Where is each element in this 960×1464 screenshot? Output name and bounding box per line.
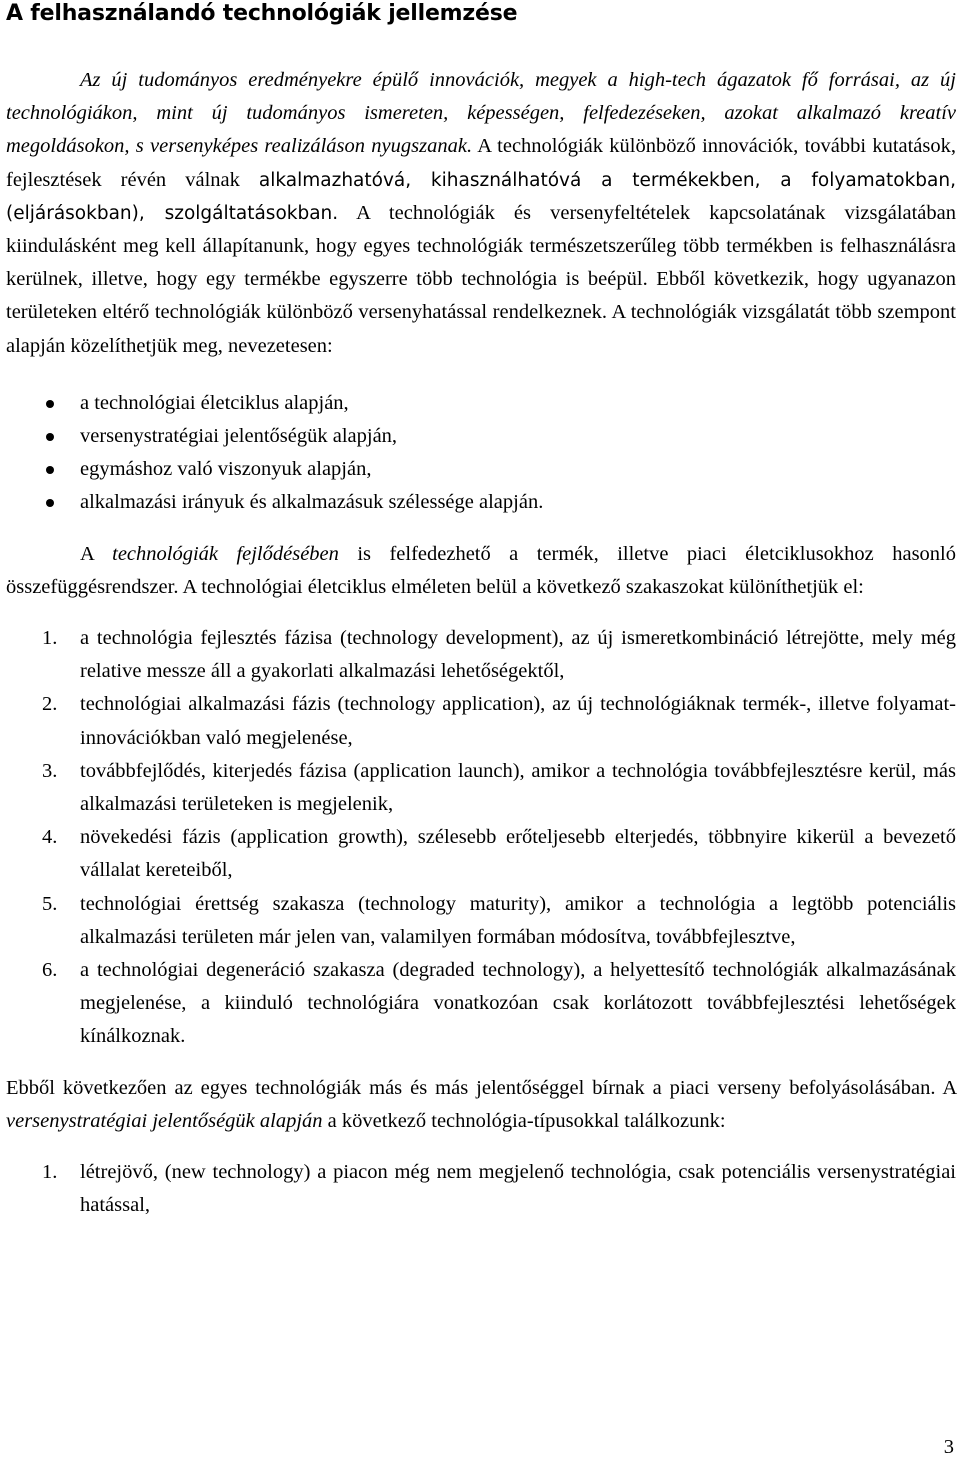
- intro-sans-text: alkalmazhatóvá, kihasználhatóvá a termékekben, a folyamatokban, (eljárásokban), szolgáltatásokban.: [6, 169, 956, 224]
- intro-italic-text: Az új tudományos eredményekre épülő innovációk, megyek a high-tech ágazatok fő forrásai, az új technológiákon, mint új tudományos ismereten, képességen, felfedezéseken, azokat alkalmazó kreatív megoldásokon, s versenyképes realizáláson nyugszanak.: [6, 69, 956, 158]
- document-page: [6, 0, 956, 1223]
- intro-paragraph: [6, 64, 956, 363]
- bullet-icon: [46, 466, 54, 474]
- bullet-item: [6, 387, 956, 420]
- type-number: 1.: [42, 1161, 58, 1184]
- phase-number: 4.: [42, 826, 58, 849]
- criteria-bullet-list: [6, 387, 956, 520]
- phase-text: technológiai alkalmazási fázis (technology application), az új technológiáknak termék-, illetve folyamat-innovációkban való megjelenése,: [80, 693, 956, 749]
- intro-text-3: A technológiák és versenyfeltételek kapcsolatának vizsgálatában kiindulásként meg kell állapítanunk, hogy egyes technológiák természetszerűleg több termékben is felhasználásra kerülnek, illetve, hogy egy termékbe egyszerre több technológia is beépül. Ebből következik, hogy ugyanazon területeken eltérő technológiák különböző versenyhatással rendelkeznek. A technológiák vizsgálatát több szempont alapján közelíthetjük meg, nevezetesen:: [6, 201, 957, 357]
- technology-type-list: [6, 1156, 956, 1222]
- phase-number: 2.: [42, 693, 58, 716]
- section-heading: A felhasználandó technológiák jellemzése: [6, 1, 518, 26]
- bullet-text: a technológiai életciklus alapján,: [80, 391, 349, 414]
- strategy-text-1: Ebből következően az egyes technológiák más és más jelentőséggel bírnak a piaci verseny befolyásolásában. A: [6, 1076, 956, 1099]
- phase-text: a technológia fejlesztés fázisa (technology development), az új ismeretkombináció létrejötte, mely még relative messze áll a gyakorlati alkalmazási lehetőségektől,: [80, 627, 956, 683]
- type-item: [6, 1156, 956, 1222]
- phase-text: továbbfejlődés, kiterjedés fázisa (application launch), amikor a technológia továbbfejlesztésre kerül, más alkalmazási területeken is megjelenik,: [80, 759, 956, 816]
- lifecycle-rest: is felfedezhető a termék, illetve piaci életciklusokhoz hasonló összefüggésrendszer. A technológiai életciklus elméleten belül a következő szakaszokat különíthetjük el:: [6, 542, 956, 598]
- bullet-item: [6, 420, 956, 453]
- lifecycle-italic: technológiák fejlődésében: [112, 542, 339, 565]
- phase-text: technológiai érettség szakasza (technology maturity), amikor a technológia a legtöbb potenciális alkalmazási területen már jelen van, valamilyen formában módosítva, továbbfejlesztve,: [80, 892, 956, 948]
- bullet-icon: [46, 400, 54, 408]
- page-number: 3: [943, 1436, 954, 1458]
- intro-text-2: A technológiák különböző innovációk, további kutatások, fejlesztések révén válnak: [6, 135, 957, 191]
- bullet-icon: [46, 433, 54, 441]
- phase-item: [6, 622, 956, 688]
- phase-text: a technológiai degeneráció szakasza (degraded technology), a helyettesítő technológiák alkalmazásának megjelenése, a kiinduló technológiára vonatkozóan csak korlátozott továbbfejlesztési lehetőségek kínálkoznak.: [80, 959, 956, 1048]
- bullet-item: [6, 486, 956, 519]
- bullet-icon: [46, 499, 54, 507]
- bullet-item: [6, 453, 956, 486]
- phase-list: [6, 622, 956, 1054]
- phase-number: 6.: [42, 959, 58, 982]
- lifecycle-lead: A: [80, 542, 94, 565]
- phase-item: [6, 755, 956, 821]
- phase-item: [6, 821, 956, 887]
- phase-number: 3.: [42, 759, 58, 782]
- bullet-text: versenystratégiai jelentőségük alapján,: [80, 425, 398, 448]
- strategy-italic: versenystratégiai jelentőségük alapján: [6, 1109, 323, 1132]
- phase-item: [6, 888, 956, 954]
- phase-item: [6, 954, 956, 1054]
- type-text: létrejövő, (new technology) a piacon még nem megjelenő technológia, csak potenciális versenystratégiai hatással,: [80, 1161, 956, 1217]
- strategy-paragraph: [6, 1072, 956, 1138]
- phase-text: növekedési fázis (application growth), szélesebb erőteljesebb elterjedés, többnyire kikerül a bevezető vállalat kereteiből,: [80, 826, 956, 882]
- phase-number: 5.: [42, 892, 58, 915]
- phase-item: [6, 688, 956, 754]
- bullet-text: alkalmazási irányuk és alkalmazásuk szélessége alapján.: [80, 491, 544, 514]
- phase-number: 1.: [42, 627, 58, 650]
- lifecycle-paragraph: [6, 538, 956, 604]
- bullet-text: egymáshoz való viszonyuk alapján,: [80, 458, 372, 481]
- strategy-text-2: a következő technológia-típusokkal találkozunk:: [327, 1109, 726, 1132]
